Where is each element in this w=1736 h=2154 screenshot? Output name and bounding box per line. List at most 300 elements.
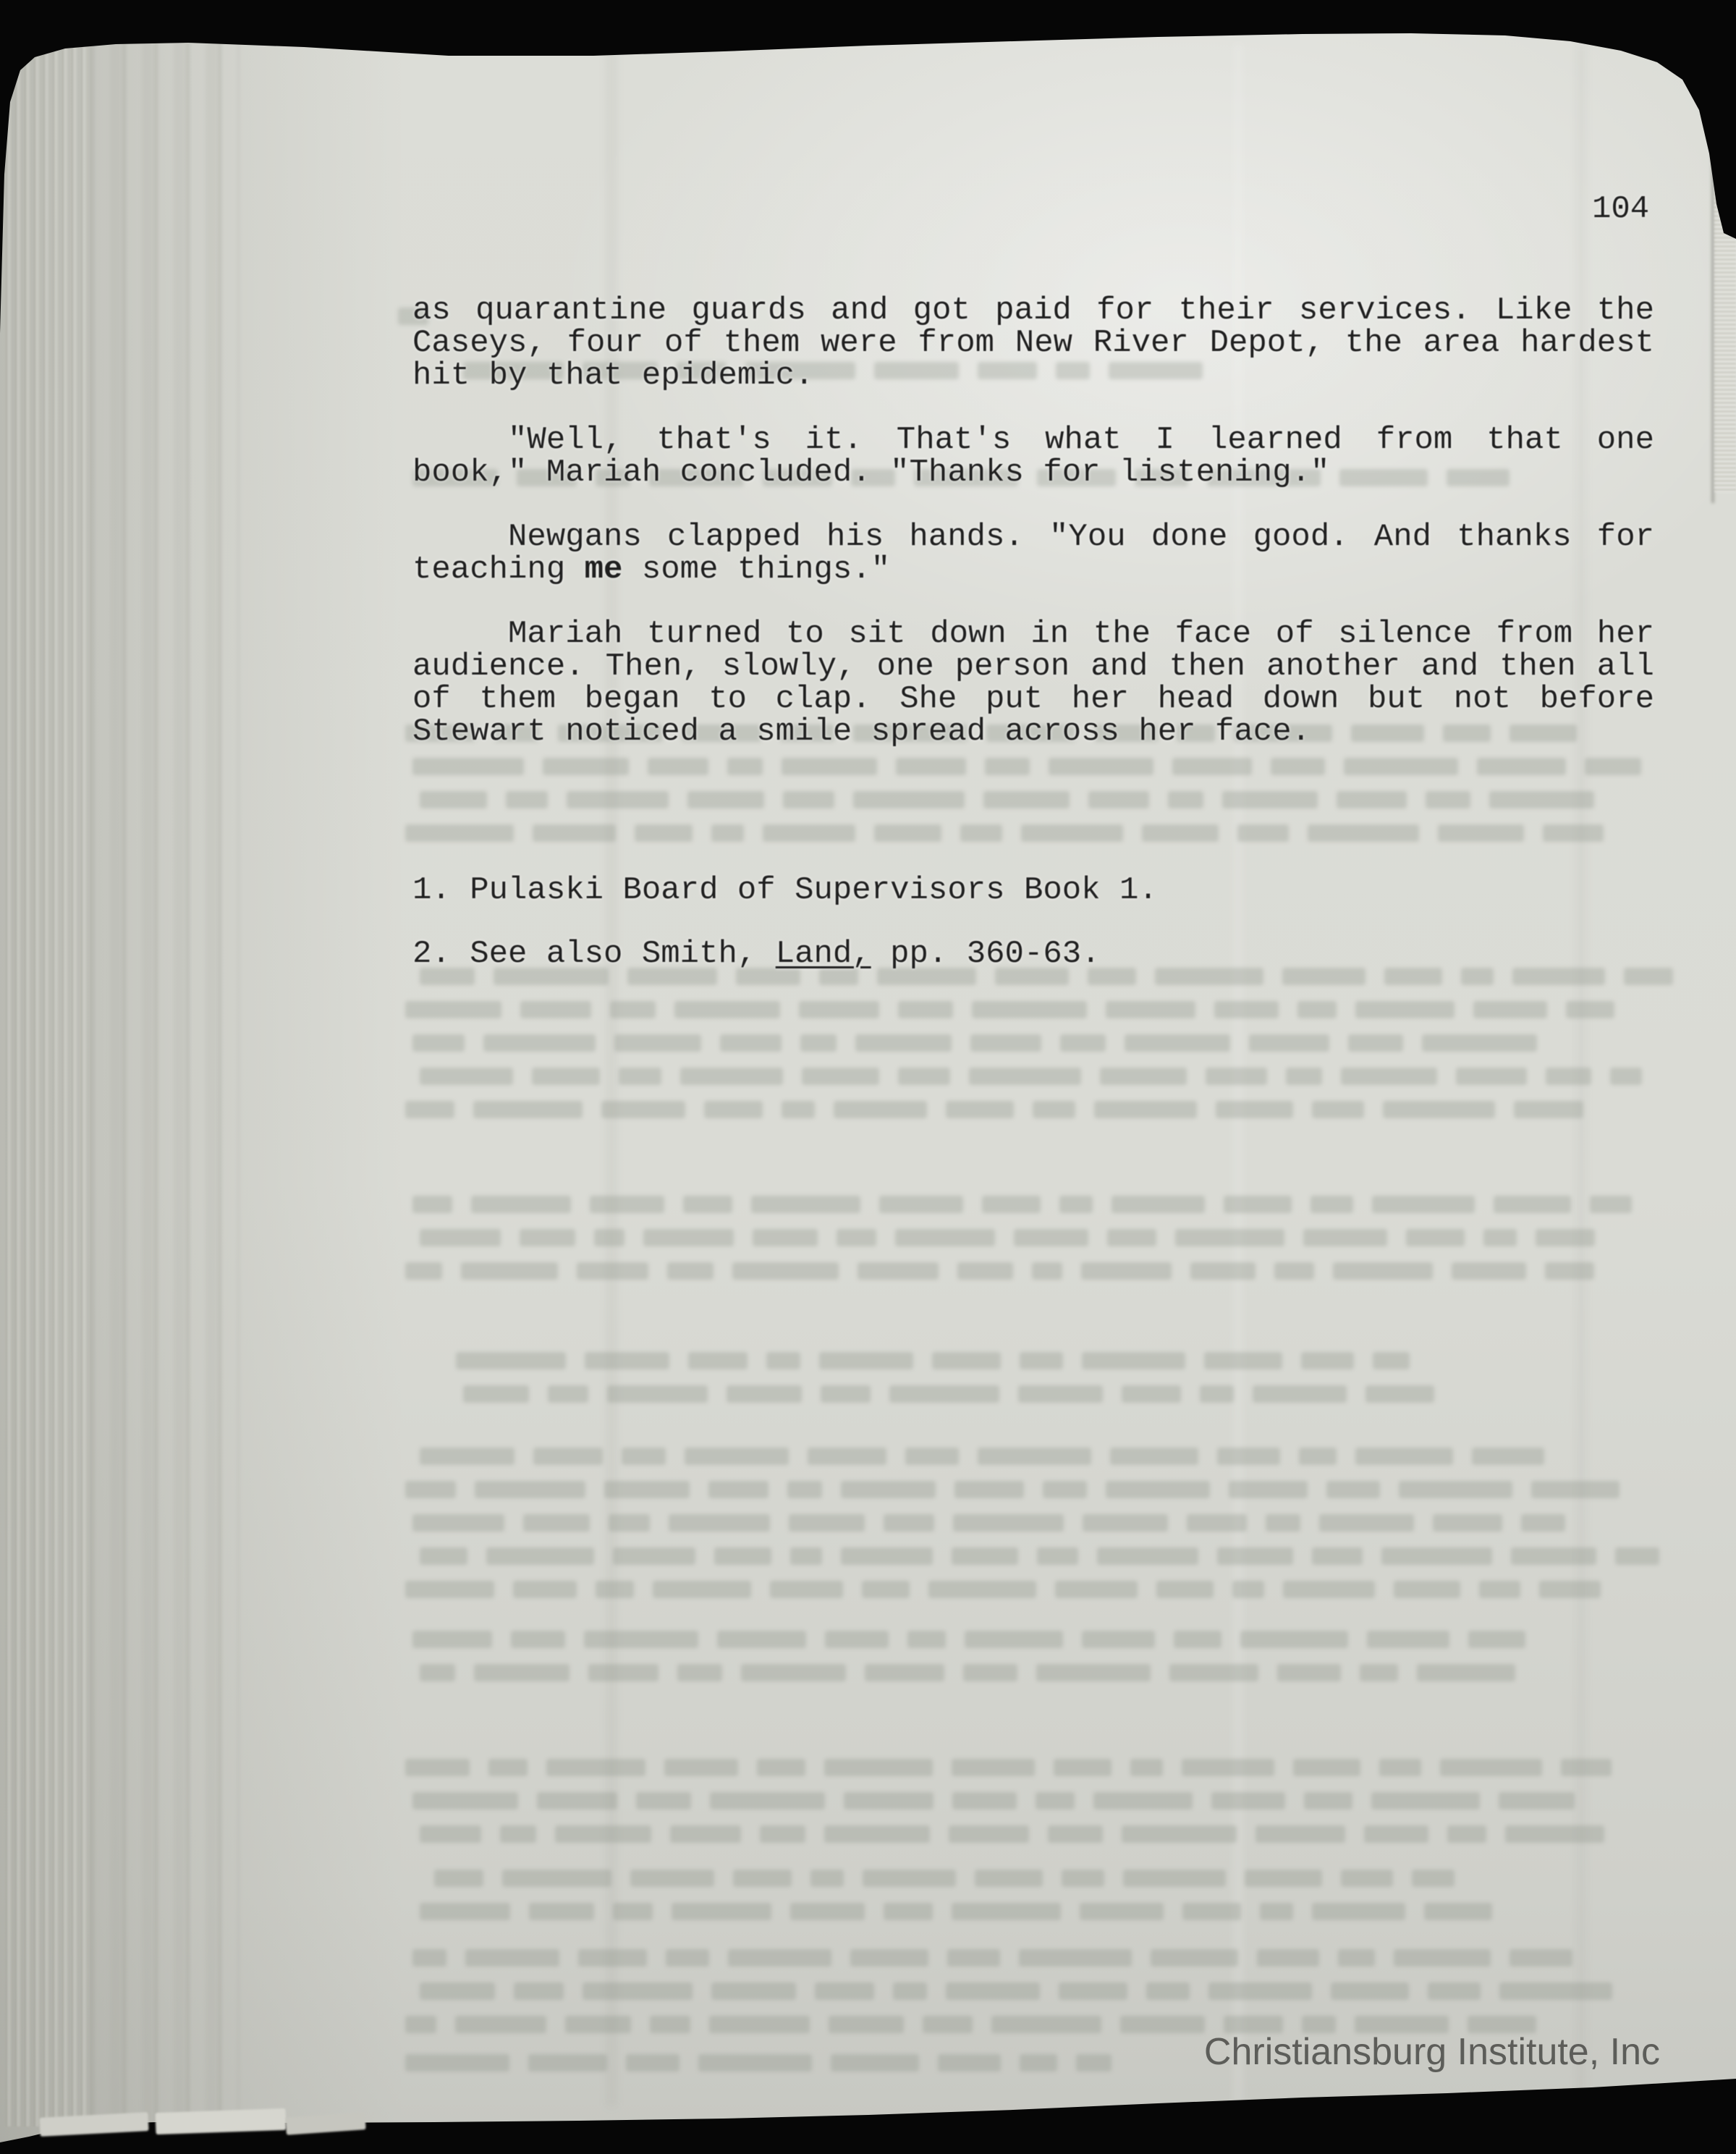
bleedthrough-word [420,1825,481,1843]
paragraph [412,292,1654,394]
bleedthrough-word [1297,1001,1337,1018]
bleedthrough-word [1301,1352,1354,1369]
bleedthrough-word [799,1001,879,1018]
bleedthrough-word [770,1581,843,1598]
bleedthrough-word [674,1001,780,1018]
bleedthrough-word [963,1664,1017,1681]
bleedthrough-word [1130,1759,1163,1776]
bleedthrough-word [412,1514,504,1532]
page-stack-edges-left-outer [91,36,240,2128]
bleedthrough-word [412,1792,518,1809]
bleedthrough-word [610,1001,656,1018]
bleedthrough-word [928,1581,1036,1598]
bleedthrough-word [1043,1481,1087,1498]
bleedthrough-word [824,1825,930,1843]
bleedthrough-word [669,1514,770,1532]
bleedthrough-word [952,1547,1018,1565]
bleedthrough-line [420,1825,1604,1844]
body-paragraphs [412,292,1654,750]
bleedthrough-line [412,1949,1572,1968]
bleedthrough-word [405,1481,456,1498]
bleedthrough-word [672,1903,771,1920]
bleedthrough-word [704,1101,763,1118]
bleedthrough-word [1521,1514,1565,1532]
bleedthrough-word [733,1870,792,1887]
bleedthrough-word [949,1825,1029,1843]
bleedthrough-word [1156,1581,1214,1598]
bleedthrough-word [590,1196,664,1213]
bleedthrough-line [420,1903,1492,1922]
bleedthrough-word [1059,1196,1093,1213]
bleedthrough-word [1187,1514,1247,1532]
bleedthrough-word [474,1664,570,1681]
bleedthrough-word [455,2016,546,2033]
bleedthrough-word [1245,1870,1322,1887]
bleedthrough-word [683,1196,732,1213]
bleedthrough-word [952,1903,1061,1920]
bleedthrough-word [1510,1949,1572,1967]
bleedthrough-word [420,1547,467,1565]
bleedthrough-word [1331,1982,1409,2000]
bleedthrough-word [893,1982,927,2000]
bleedthrough-word [405,2054,509,2071]
bleedthrough-line [420,1229,1595,1248]
bleedthrough-word [1452,1262,1526,1280]
bleedthrough-word [972,1001,1087,1018]
bleedthrough-word [819,1352,913,1369]
bleedthrough-word [601,1101,685,1118]
page-corner-curl [156,2108,287,2134]
bleedthrough-word [584,1631,698,1648]
bleedthrough-word [810,1870,844,1887]
bleedthrough-word [405,1001,501,1018]
bleedthrough-word [1097,1547,1198,1565]
bleedthrough-word [1561,1759,1612,1776]
bleedthrough-word [952,1759,1035,1776]
bleedthrough-word [1311,1196,1353,1213]
bleedthrough-word [680,1068,783,1085]
bleedthrough-word [420,1664,455,1681]
bleedthrough-word [787,1481,822,1498]
bleedthrough-word [1440,1759,1542,1776]
bleedthrough-word [473,1101,583,1118]
footnote-text-underline: Land, [775,936,871,972]
bleedthrough-word [1260,1903,1293,1920]
bleedthrough-word [1373,1352,1410,1369]
footnote-text: 1. Pulaski Board of Supervisors Book 1. [412,872,1158,908]
bleedthrough-word [1076,2054,1112,2071]
bleedthrough-word [412,1196,452,1213]
bleedthrough-word [412,1631,492,1648]
bleedthrough-word [717,1631,806,1648]
bleedthrough-word [1107,1229,1156,1246]
bleedthrough-word [1299,1448,1337,1465]
bleedthrough-word [670,1825,741,1843]
bleedthrough-word [622,1448,666,1465]
bleedthrough-word [465,1949,559,1967]
bleedthrough-word [898,1068,950,1085]
bleedthrough-word [790,1547,822,1565]
paragraph-text: Mariah turned to sit down in the face of silence from her audience. Then, slowly, one person and then another and then all of them began to clap. She put her head down but not before Stewart noticed a smile spread across her face. [412,616,1654,750]
bleedthrough-word [604,1481,690,1498]
bleedthrough-word [486,1547,594,1565]
bleedthrough-word [577,1262,648,1280]
bleedthrough-word [863,1870,956,1887]
paragraph [412,618,1654,748]
bleedthrough-word [1417,1664,1515,1681]
bleedthrough-word [1122,1825,1237,1843]
bleedthrough-line [405,1001,1614,1020]
watermark: Christiansburg Institute, Inc [1203,2031,1660,2073]
bleedthrough-word [500,1825,536,1843]
bleedthrough-word [800,1034,837,1052]
bleedthrough-word [688,1352,748,1369]
bleedthrough-word [483,1034,596,1052]
bleedthrough-word [1412,1870,1455,1887]
bleedthrough-word [1341,1870,1393,1887]
bleedthrough-word [821,1385,871,1403]
bleedthrough-word [1545,1262,1594,1280]
bleedthrough-word [1106,1481,1210,1498]
paragraph-text: "Well, that's it. That's what I learned from that one book," Mariah concluded. "Thanks for listening." [412,422,1654,491]
bleedthrough-word [850,1949,928,1967]
bleedthrough-word [412,1949,446,1967]
bleedthrough-word [614,1034,701,1052]
bleedthrough-word [1326,1481,1380,1498]
bleedthrough-word [1615,1547,1659,1565]
page-stack-edges-left [6,38,91,2126]
bleedthrough-word [1019,1949,1132,1967]
bleedthrough-word [1333,1262,1433,1280]
bleedthrough-word [1055,1581,1138,1598]
bleedthrough-word [1348,1034,1403,1052]
bleedthrough-word [594,1229,624,1246]
bleedthrough-word [789,1514,865,1532]
bleedthrough-line [405,1101,1583,1120]
bleedthrough-word [463,1385,529,1403]
bleedthrough-word [412,1034,465,1052]
bleedthrough-line [420,1982,1612,2001]
bleedthrough-word [630,1870,714,1887]
bleedthrough-word [760,1825,805,1843]
bleedthrough-word [946,1982,1040,2000]
bleedthrough-word [1032,1262,1062,1280]
bleedthrough-word [1217,1448,1280,1465]
bleedthrough-word [420,1068,513,1085]
bleedthrough-word [1151,1949,1238,1967]
bleedthrough-word [1232,1581,1264,1598]
bleedthrough-word [1355,1001,1455,1018]
bleedthrough-word [751,1196,860,1213]
paragraph [412,521,1654,586]
bleedthrough-word [970,1034,1041,1052]
bleedthrough-word [1303,1229,1387,1246]
bleedthrough-word [1514,1101,1583,1118]
bleedthrough-word [1546,1068,1591,1085]
bleedthrough-word [1379,1759,1421,1776]
bleedthrough-word [520,1229,575,1246]
bleedthrough-word [1249,1034,1329,1052]
bleedthrough-word [529,1903,594,1920]
bleedthrough-line [420,1664,1515,1683]
bleedthrough-word [1283,1581,1375,1598]
bleedthrough-word [1169,1664,1258,1681]
bleedthrough-word [1054,1759,1112,1776]
bleedthrough-word [523,1514,590,1532]
bleedthrough-word [1381,1547,1492,1565]
bleedthrough-word [1122,1385,1181,1403]
bleedthrough-word [965,1631,1063,1648]
bleedthrough-word [609,1514,650,1532]
bleedthrough-word [420,1903,510,1920]
bleedthrough-word [1020,1352,1063,1369]
bleedthrough-word [1224,1196,1292,1213]
bleedthrough-word [837,1229,876,1246]
bleedthrough-word [626,2054,679,2071]
bleedthrough-word [643,1229,734,1246]
bleedthrough-line [405,2054,1112,2073]
bleedthrough-word [1394,1581,1460,1598]
bleedthrough-word [1286,1068,1322,1085]
bleedthrough-word [932,1352,1001,1369]
bleedthrough-word [1483,1229,1517,1246]
footnote-text: pp. 360-63. [871,936,1101,972]
bleedthrough-word [1399,1481,1512,1498]
bleedthrough-word [1206,1068,1267,1085]
bleedthrough-word [1208,1982,1312,2000]
bleedthrough-word [607,1385,708,1403]
bleedthrough-word [1536,1229,1595,1246]
bleedthrough-word [1312,1101,1364,1118]
bleedthrough-word [585,1352,669,1369]
bleedthrough-word [405,2016,436,2033]
bleedthrough-word [588,1664,659,1681]
bleedthrough-word [1018,1385,1103,1403]
bleedthrough-word [420,1229,501,1246]
bleedthrough-word [790,1903,865,1920]
bleedthrough-word [1456,1068,1527,1085]
bleedthrough-line [412,1034,1537,1053]
bleedthrough-word [978,1448,1091,1465]
bleedthrough-word [1338,1949,1375,1967]
bleedthrough-word [1424,1903,1492,1920]
bleedthrough-word [1394,1949,1491,1967]
bleedthrough-word [825,1631,889,1648]
bleedthrough-word [858,1262,939,1280]
bleedthrough-word [844,1792,933,1809]
bleedthrough-word [1406,1229,1465,1246]
bleedthrough-word [884,1514,934,1532]
bleedthrough-word [829,2016,904,2033]
bleedthrough-word [1468,1631,1525,1648]
paragraph-text: some things." [622,552,891,588]
bleedthrough-word [1175,1229,1284,1246]
bleedthrough-word [1341,1068,1437,1085]
bleedthrough-word [1083,1514,1168,1532]
footnotes [412,874,1654,971]
bleedthrough-word [815,1982,874,2000]
bleedthrough-word [1229,1481,1308,1498]
bleedthrough-line [412,1631,1525,1650]
bleedthrough-word [1428,1982,1481,2000]
bleedthrough-word [1082,1631,1155,1648]
bleedthrough-word [1093,1792,1193,1809]
bleedthrough-word [405,1101,454,1118]
bleedthrough-word [907,1631,946,1648]
bleedthrough-word [1472,1448,1544,1465]
bleedthrough-word [905,1448,959,1465]
bleedthrough-word [1566,1001,1614,1018]
bleedthrough-word [1123,1870,1226,1887]
bleedthrough-word [1217,1547,1293,1565]
bleedthrough-word [461,1262,558,1280]
bleedthrough-word [583,1982,693,2000]
bleedthrough-word [1204,1352,1282,1369]
bleedthrough-word [1479,1581,1520,1598]
bleedthrough-word [1060,1034,1106,1052]
bleedthrough-word [1036,1792,1075,1809]
bleedthrough-word [1082,1352,1185,1369]
bleedthrough-word [1190,1262,1256,1280]
bleedthrough-word [555,1825,651,1843]
page-number: 104 [1592,191,1650,227]
bleedthrough-word [488,1759,528,1776]
bleedthrough-word [1371,1792,1480,1809]
bleedthrough-word [1216,1101,1293,1118]
bleedthrough-word [1312,1903,1405,1920]
bleedthrough-word [546,1759,645,1776]
bleedthrough-word [991,2016,1101,2033]
bleedthrough-word [1277,1664,1341,1681]
bleedthrough-word [753,1229,818,1246]
bleedthrough-word [1080,1903,1164,1920]
bleedthrough-word [710,1792,825,1809]
bleedthrough-word [1211,1792,1285,1809]
bleedthrough-word [895,1229,995,1246]
bleedthrough-word [1094,1101,1197,1118]
bleedthrough-word [1036,1664,1151,1681]
bleedthrough-word [685,1448,789,1465]
bleedthrough-word [1146,1982,1190,2000]
bleedthrough-word [578,1949,647,1967]
bleedthrough-word [513,1581,577,1598]
bleedthrough-word [1367,1631,1449,1648]
bleedthrough-word [1120,2016,1205,2033]
bleedthrough-word [1365,1385,1434,1403]
bleedthrough-word [975,1870,1043,1887]
bleedthrough-word [766,1352,800,1369]
bleedthrough-word [1257,1949,1319,1967]
bleedthrough-word [834,1101,927,1118]
paragraph [412,424,1654,489]
bleedthrough-word [434,1870,483,1887]
bleedthrough-word [511,1631,565,1648]
bleedthrough-word [824,1759,933,1776]
bleedthrough-word [1304,1792,1352,1809]
bleedthrough-word [475,1481,585,1498]
bleedthrough-word [420,1448,515,1465]
bleedthrough-word [405,1581,494,1598]
bleedthrough-line [405,1581,1601,1600]
bleedthrough-word [1383,1101,1495,1118]
bleedthrough-line [405,1759,1612,1778]
bleedthrough-word [537,1792,617,1809]
bleedthrough-word [520,1001,591,1018]
paragraph-text: Newgans clapped his hands. "You done good. And thanks for teaching [412,519,1654,588]
bleedthrough-word [947,1949,1000,1967]
bleedthrough-word [1110,1448,1198,1465]
bleedthrough-word [808,1448,886,1465]
bleedthrough-word [1499,1792,1575,1809]
bleedthrough-word [1182,1759,1274,1776]
bleedthrough-word [1610,1068,1642,1085]
bleedthrough-word [946,1101,1014,1118]
bleedthrough-word [865,1664,944,1681]
bleedthrough-word [841,1481,936,1498]
bleedthrough-word [1355,1448,1453,1465]
bleedthrough-word [720,1034,782,1052]
bleedthrough-word [1319,1514,1414,1532]
bleedthrough-word [619,1068,661,1085]
bleedthrough-word [471,1196,571,1213]
bleedthrough-word [667,1262,714,1280]
bleedthrough-word [741,1664,846,1681]
bleedthrough-word [636,1792,691,1809]
bleedthrough-word [1494,1196,1571,1213]
bleedthrough-word [613,1547,695,1565]
bleedthrough-word [957,1262,1013,1280]
bleedthrough-word [954,1481,1024,1498]
bleedthrough-word [889,1385,999,1403]
bleedthrough-word [1125,1034,1230,1052]
paragraph-text: as quarantine guards and got paid for their services. Like the Caseys, four of them were from New River Depot, the area hardest hit by that epidemic. [412,292,1654,394]
bleedthrough-word [1511,1547,1596,1565]
bleedthrough-word [1266,1514,1300,1532]
page-text [412,263,1654,971]
bleedthrough-word [698,2054,812,2071]
bleedthrough-word [855,1034,952,1052]
bleedthrough-word [1590,1196,1632,1213]
bleedthrough-word [1214,1001,1279,1018]
bleedthrough-line [412,1792,1575,1811]
bleedthrough-word [1059,1982,1127,2000]
bleedthrough-word [884,1903,933,1920]
bleedthrough-word [1240,1631,1348,1648]
bleedthrough-word [1174,1631,1221,1648]
bleedthrough-word [1505,1825,1604,1843]
bleedthrough-word [548,1385,588,1403]
bleedthrough-word [982,1196,1041,1213]
bleedthrough-word [1312,1547,1363,1565]
bleedthrough-word [728,1949,831,1967]
bleedthrough-word [831,2054,919,2071]
bleedthrough-line [420,1547,1659,1566]
bleedthrough-word [938,2054,1001,2071]
bleedthrough-word [802,1068,879,1085]
paragraph-text-bold: me [584,552,623,588]
bleedthrough-word [1081,1262,1172,1280]
bleedthrough-word [841,1547,933,1565]
bleedthrough-word [782,1101,815,1118]
bleedthrough-word [1256,1825,1345,1843]
bleedthrough-word [1433,1514,1502,1532]
bleedthrough-line [456,1352,1410,1371]
bleedthrough-word [732,1262,839,1280]
bleedthrough-word [613,1903,653,1920]
bleedthrough-word [1253,1385,1347,1403]
bleedthrough-word [1293,1759,1360,1776]
bleedthrough-word [1364,1825,1428,1843]
